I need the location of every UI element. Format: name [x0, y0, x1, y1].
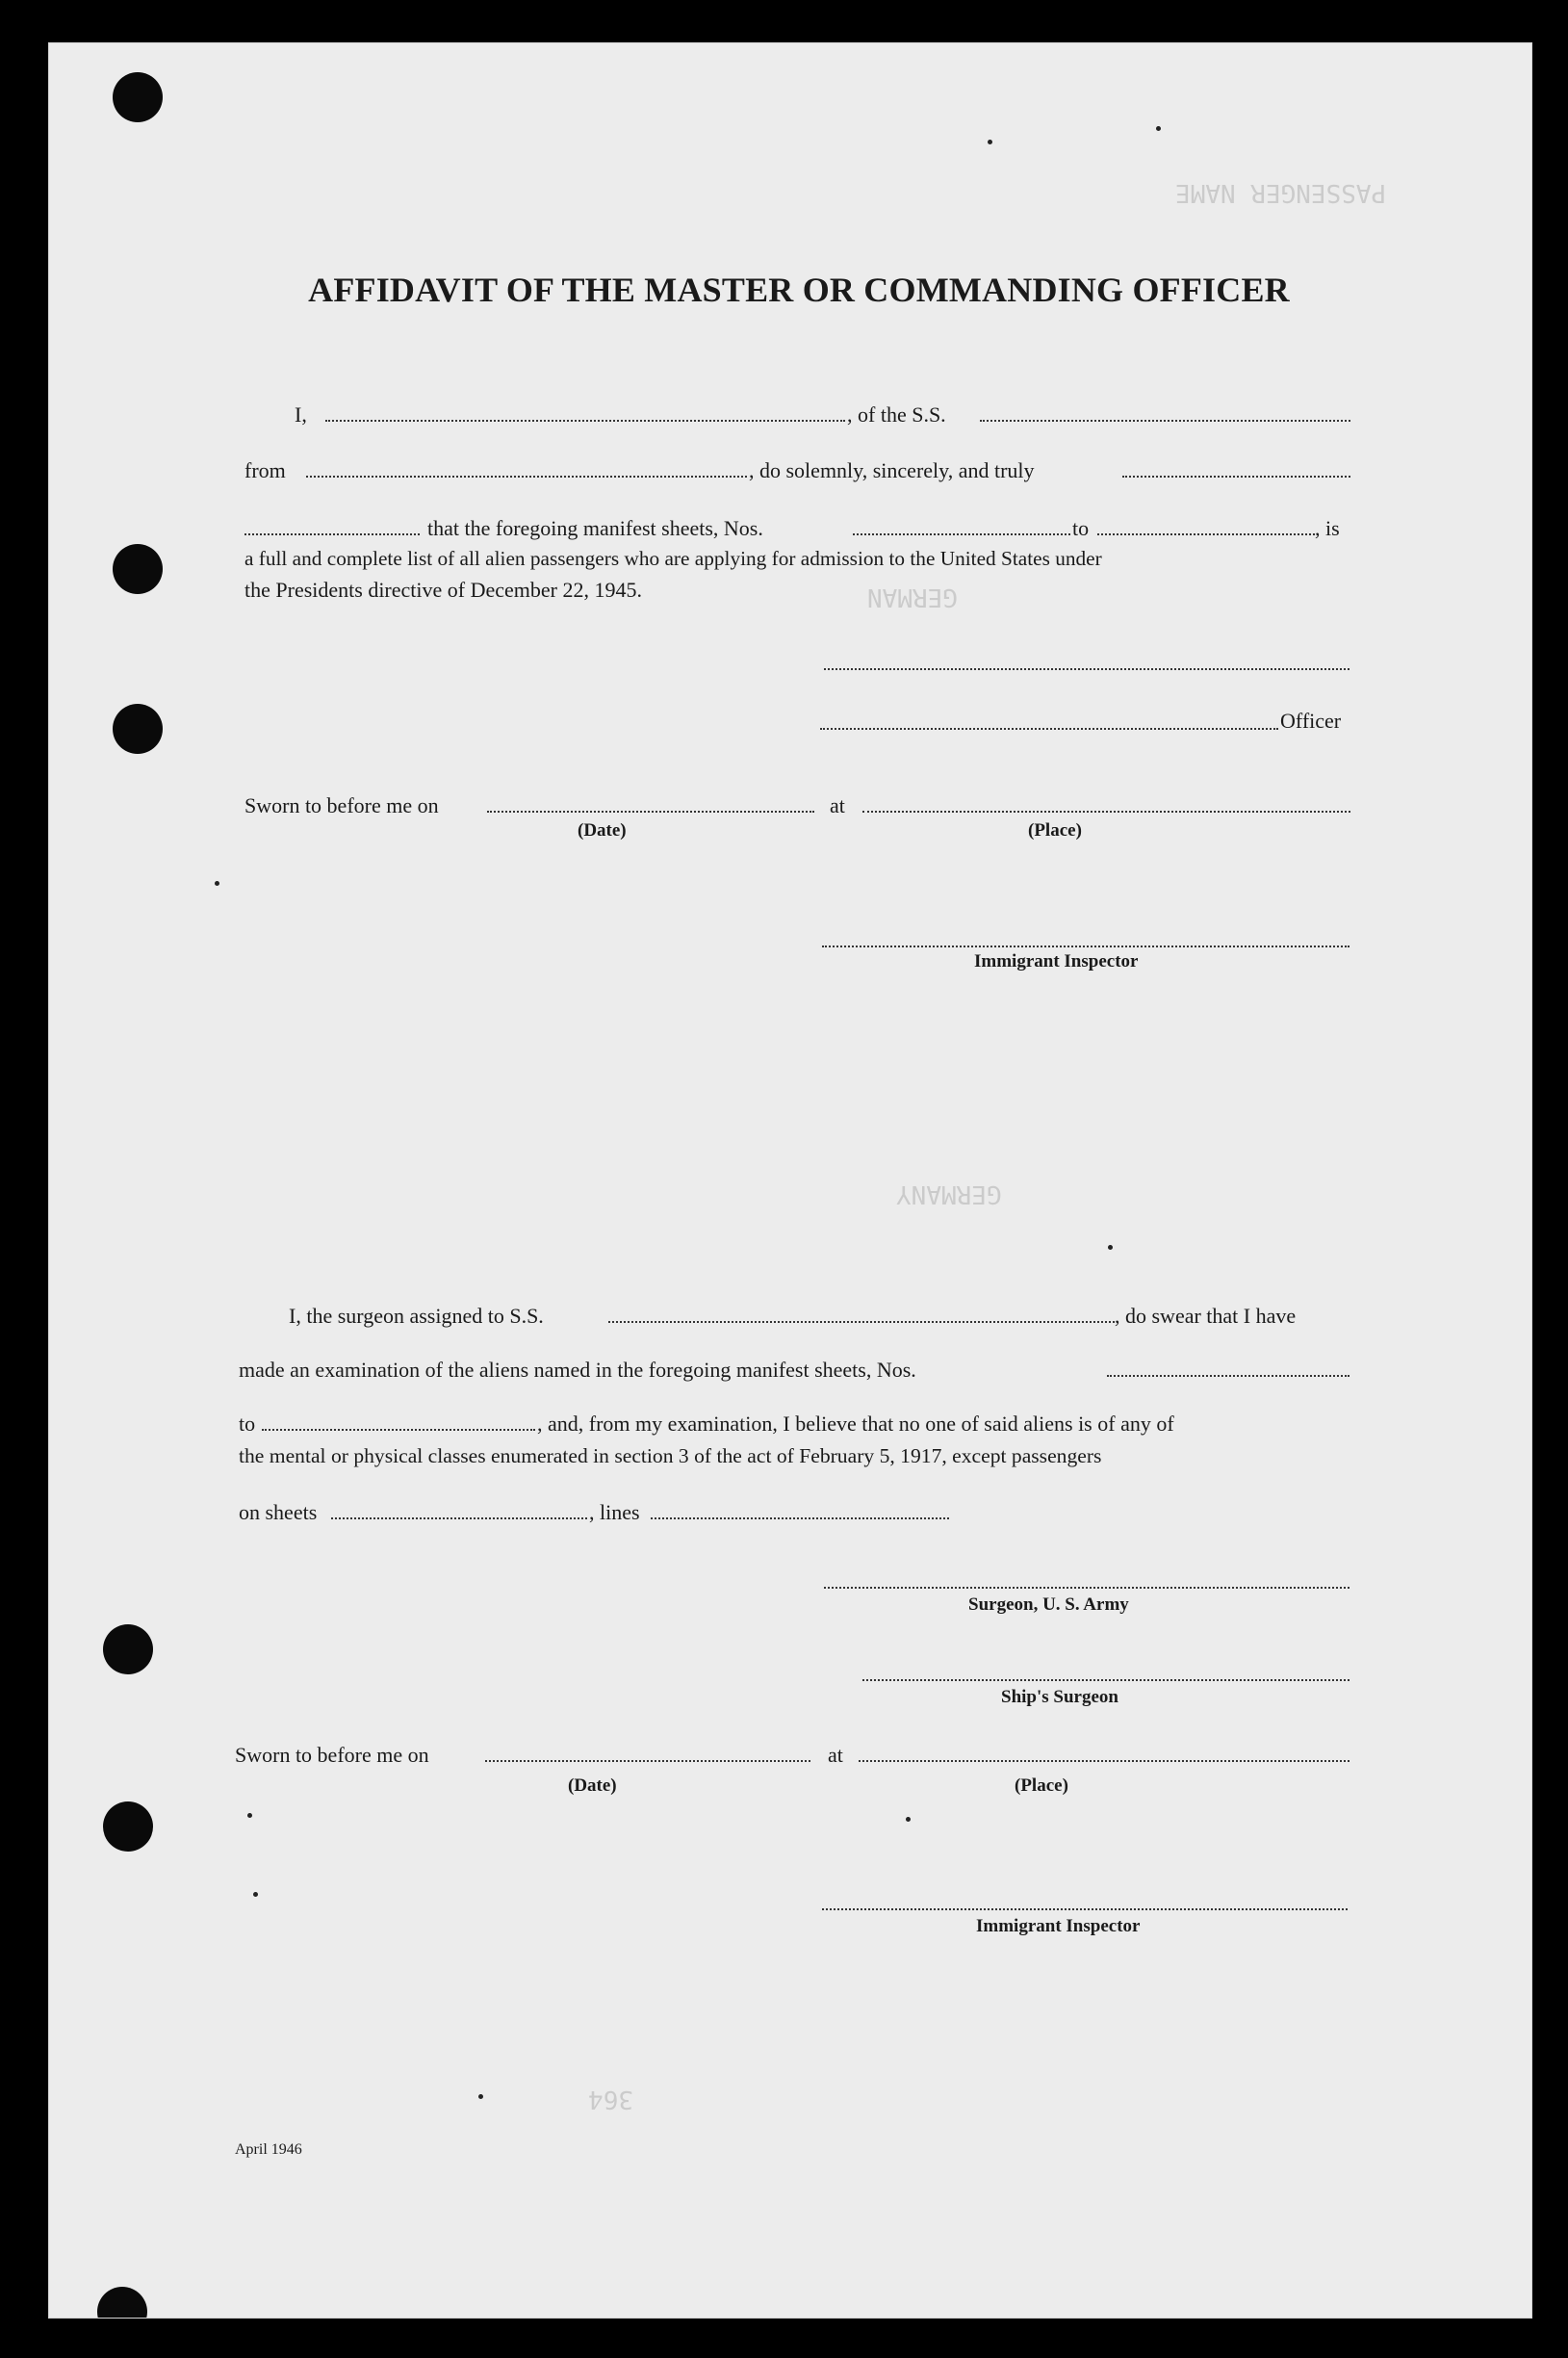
- surgeon-at-label: at: [828, 1743, 843, 1767]
- ships-surgeon-signature-line[interactable]: [862, 1679, 1350, 1681]
- from-label: from: [244, 458, 286, 482]
- place-caption: (Place): [1028, 820, 1082, 841]
- form-edition-date: April 1946: [235, 2141, 302, 2158]
- bleed-through-texture: GERMAN: [867, 583, 958, 611]
- form-sheet: [48, 42, 1532, 2319]
- bleed-through-texture: 364: [588, 2085, 633, 2113]
- master-i-label: I,: [295, 402, 307, 427]
- officer-label: Officer: [1280, 709, 1342, 733]
- inspector-caption: Immigrant Inspector: [974, 951, 1139, 972]
- bleed-through-texture: PASSENGER NAME: [1175, 178, 1387, 207]
- lines-field[interactable]: [651, 1517, 949, 1519]
- is-label: , is: [1315, 516, 1340, 540]
- surgeon-date-caption: (Date): [568, 1775, 617, 1796]
- master-name-field[interactable]: [325, 420, 845, 422]
- sworn-place-field[interactable]: [862, 811, 1350, 813]
- speck: [906, 1817, 911, 1822]
- ships-surgeon-caption: Ship's Surgeon: [1001, 1687, 1118, 1707]
- inspector-signature-line[interactable]: [822, 946, 1350, 947]
- bleed-through-texture: GERMANY: [896, 1179, 1002, 1208]
- speck: [988, 140, 992, 144]
- surgeon-inspector-caption: Immigrant Inspector: [976, 1916, 1141, 1936]
- punch-hole: [113, 72, 163, 122]
- speck: [478, 2094, 483, 2099]
- speck: [247, 1813, 252, 1818]
- punch-hole: [97, 2287, 147, 2319]
- army-surgeon-caption: Surgeon, U. S. Army: [968, 1594, 1129, 1615]
- officer-signature-line[interactable]: [824, 668, 1350, 670]
- punch-hole: [103, 1801, 153, 1852]
- date-caption: (Date): [578, 820, 627, 841]
- surgeon-intro-label: I, the surgeon assigned to S.S.: [289, 1304, 544, 1328]
- speck: [215, 881, 219, 886]
- from-port-field[interactable]: [306, 476, 747, 478]
- sheet-nos-from-field[interactable]: [853, 533, 1070, 535]
- surgeon-to-label: to: [239, 1412, 256, 1436]
- affidavit-text-line: the Presidents directive of December 22, 1945.: [244, 578, 642, 602]
- sworn-label: Sworn to before me on: [244, 793, 439, 817]
- on-sheets-label: on sheets: [239, 1500, 318, 1524]
- surgeon-place-caption: (Place): [1015, 1775, 1068, 1796]
- punch-hole: [113, 544, 163, 594]
- swear-label: , do swear that I have: [1115, 1304, 1297, 1328]
- speck: [253, 1892, 258, 1897]
- foregoing-sheets-label: that the foregoing manifest sheets, Nos.: [427, 516, 763, 540]
- affidavit-text-line: a full and complete list of all alien passengers who are applying for admission to the United States under: [244, 547, 1102, 570]
- examination-text: made an examination of the aliens named in the foregoing manifest sheets, Nos.: [239, 1358, 916, 1382]
- punch-hole: [103, 1624, 153, 1674]
- surgeon-sworn-date-field[interactable]: [485, 1760, 810, 1762]
- surgeon-sworn-place-field[interactable]: [859, 1760, 1350, 1762]
- surgeon-inspector-signature-line[interactable]: [822, 1908, 1348, 1910]
- surgeon-sheet-nos-field[interactable]: [1107, 1375, 1350, 1377]
- surgeon-sheet-to-field[interactable]: [262, 1429, 535, 1431]
- examination-text: the mental or physical classes enumerated in section 3 of the act of February 5, 1917, except passengers: [239, 1444, 1102, 1467]
- solemnly-label: , do solemnly, sincerely, and truly: [749, 458, 1035, 482]
- to-label: to: [1072, 516, 1090, 540]
- form-title: AFFIDAVIT OF THE MASTER OR COMMANDING OFFICER: [308, 271, 1290, 309]
- speck: [1108, 1245, 1113, 1250]
- master-ship-field[interactable]: [980, 420, 1350, 422]
- lines-label: , lines: [589, 1500, 640, 1524]
- punch-hole: [113, 704, 163, 754]
- officer-name-line[interactable]: [820, 728, 1278, 730]
- examination-result-text: , and, from my examination, I believe that no one of said aliens is of any of: [537, 1412, 1174, 1436]
- sworn-date-field[interactable]: [487, 811, 814, 813]
- oath-verb-field[interactable]: [244, 533, 420, 535]
- speck: [1156, 126, 1161, 131]
- surgeon-ship-field[interactable]: [608, 1321, 1115, 1323]
- oath-word-field[interactable]: [1122, 476, 1350, 478]
- sheet-nos-to-field[interactable]: [1097, 533, 1315, 535]
- of-ss-label: , of the S.S.: [847, 402, 946, 427]
- surgeon-sworn-label: Sworn to before me on: [235, 1743, 429, 1767]
- at-label: at: [830, 793, 845, 817]
- army-surgeon-signature-line[interactable]: [824, 1587, 1350, 1589]
- on-sheets-field[interactable]: [331, 1517, 587, 1519]
